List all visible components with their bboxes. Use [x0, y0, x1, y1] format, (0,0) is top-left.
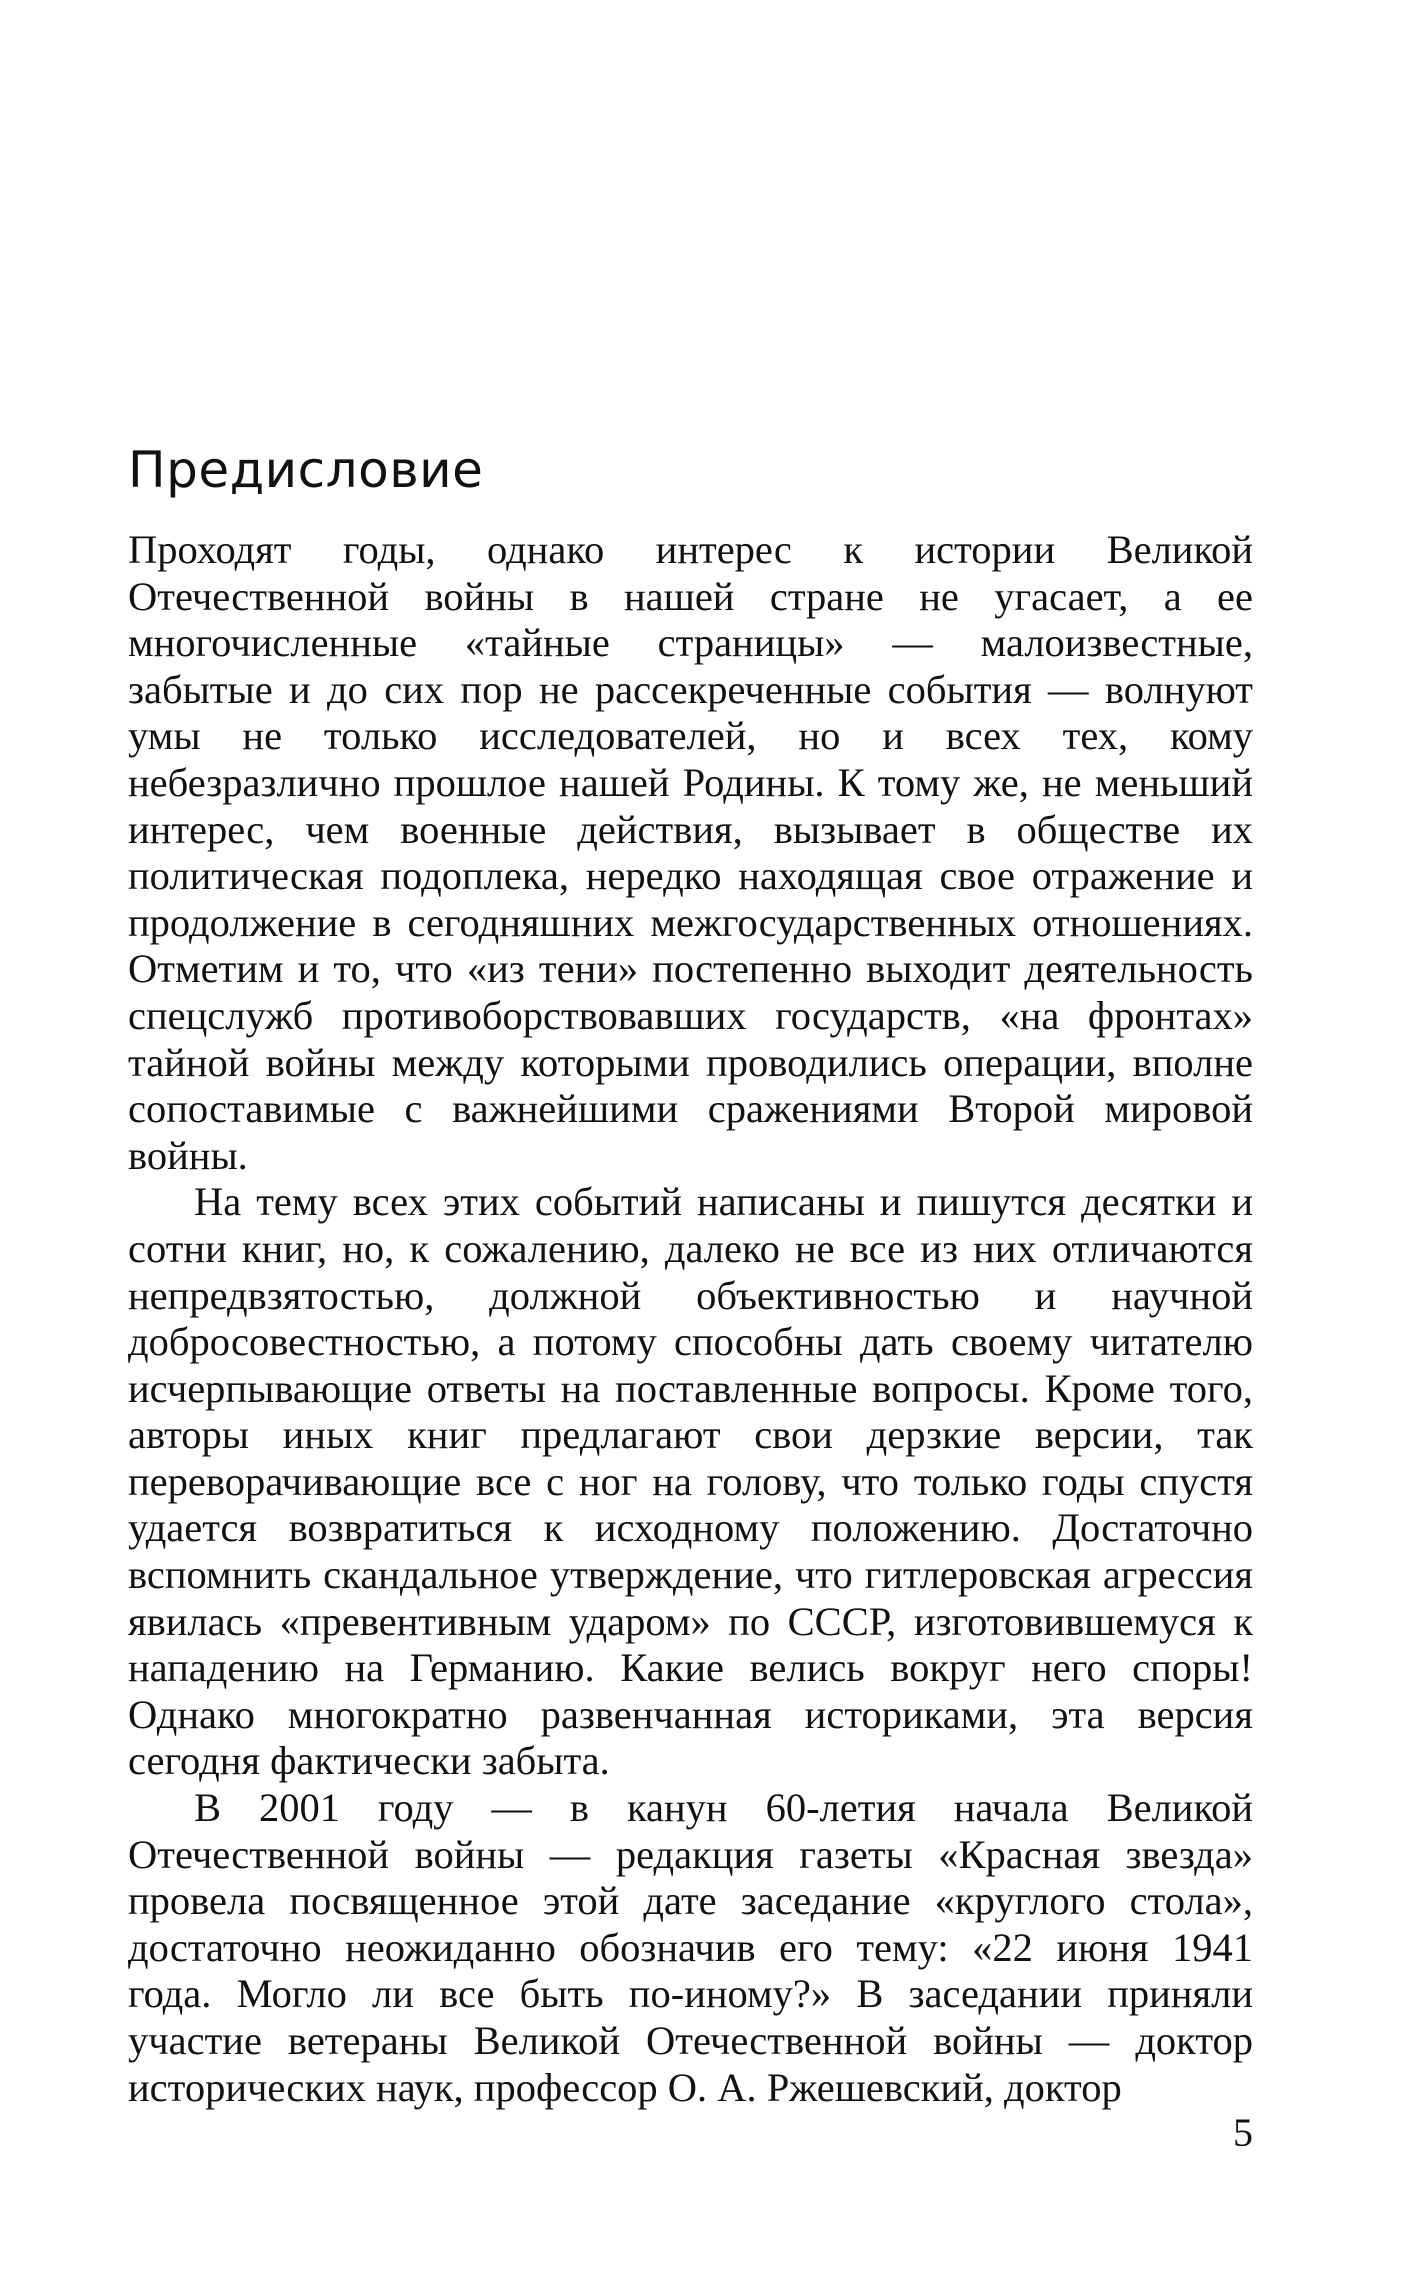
- chapter-heading: Предисловие: [128, 441, 484, 499]
- paragraph-1: Проходят годы, однако интерес к истории Великой Отечественной войны в нашей стране не угасает, а ее многочисленные «тайные страницы» — малоизвестные, забытые и до сих пор не рассекреченные события — волнуют умы не только исследователей, но и всех тех, кому небезразлично прошлое нашей Родины. К тому же, не меньший интерес, чем военные действия, вызывает в обществе их политическая подоплека, нередко находящая свое отражение и продолжение в сегодняшних межгосударственных отношениях. Отметим и то, что «из тени» постепенно выходит деятельность спецслужб противоборствовавших государств, «на фронтах» тайной войны между которыми проводились операции, вполне сопоставимые с важнейшими сражениями Второй мировой войны.: [128, 527, 1253, 1178]
- paragraph-3: В 2001 году — в канун 60-летия начала Великой Отечественной войны — редакция газеты «Красная звезда» провела посвященное этой дате заседание «круглого стола», достаточно неожиданно обозначив его тему: «22 июня 1941 года. Могло ли все быть по-иному?» В заседании приняли участие ветераны Великой Отечественной войны — доктор исторических наук, профессор О. А. Ржешевский, доктор: [128, 1785, 1253, 2110]
- body-text: [128, 527, 1253, 2111]
- page-number: 5: [1233, 2110, 1253, 2155]
- paragraph-2: На тему всех этих событий написаны и пишутся десятки и сотни книг, но, к сожалению, далеко не все из них отличаются непредвзятостью, должной объективностью и научной добросовестностью, а потому способны дать своему читателю исчерпывающие ответы на поставленные вопросы. Кроме того, авторы иных книг предлагают свои дерзкие версии, так переворачивающие все с ног на голову, что только годы спустя удается возвратиться к исходному положению. Достаточно вспомнить скандальное утверждение, что гитлеровская агрессия явилась «превентивным ударом» по СССР, изготовившемуся к нападению на Германию. Какие велись вокруг него споры! Однако многократно развенчанная историками, эта версия сегодня фактически забыта.: [128, 1179, 1253, 1784]
